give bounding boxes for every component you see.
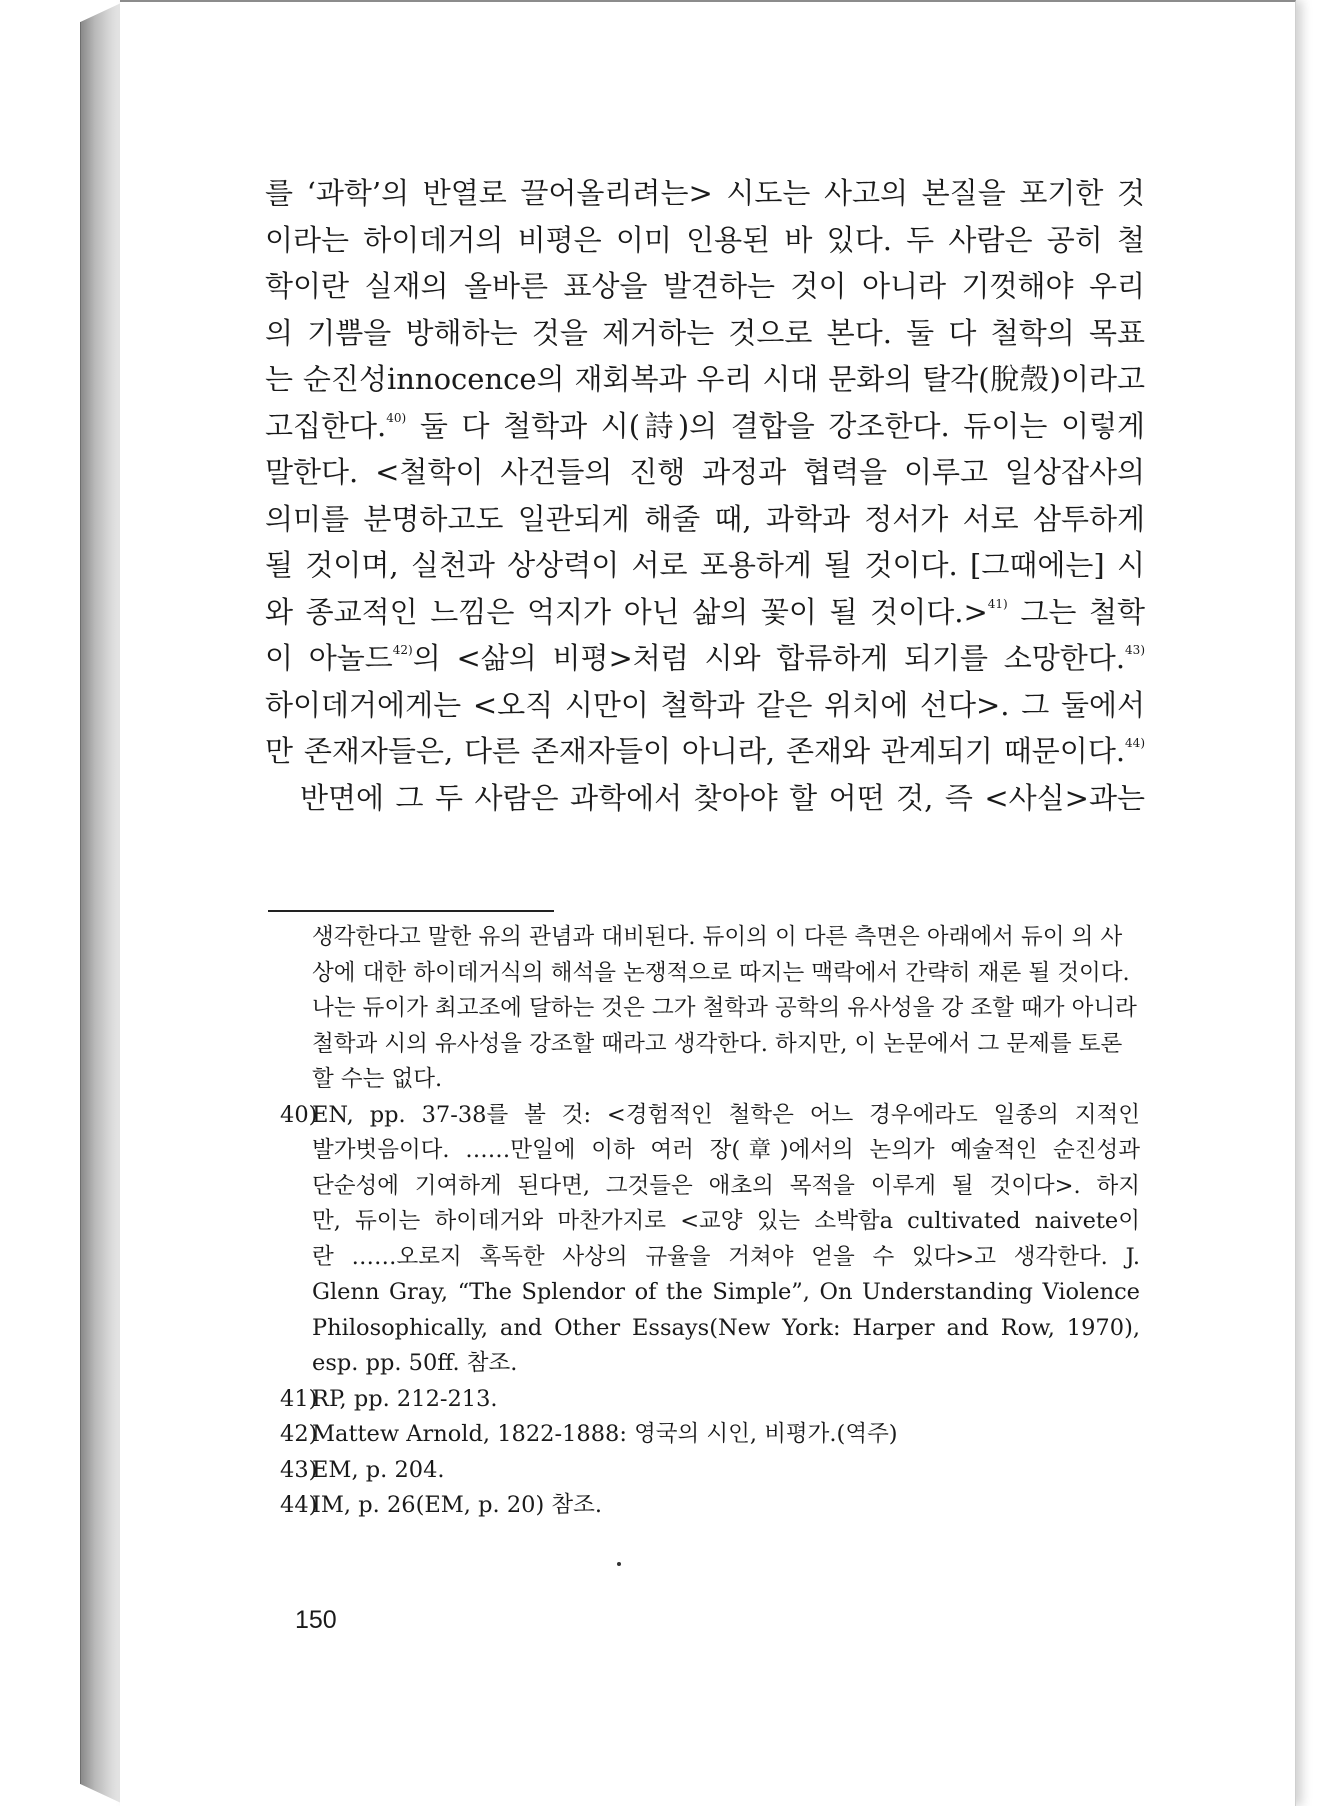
body-line: 될 것이며, 실천과 상상력이 서로 포용하게 될 것이다. [그때에는] 시 <box>265 548 1145 582</box>
footnote-line: 발가벗음이다. ……만일에 이하 여러 장(章)에서의 논의가 예술적인 순진성과 <box>312 1137 1140 1163</box>
footnote-line: 조할 때가 아니라 철학과 시의 유사성을 강조할 때라고 생각한다. 하지만, 이 <box>312 995 1137 1057</box>
footnote-ref[interactable]: 42) <box>392 643 413 657</box>
body-line: 말한다. <철학이 사건들의 진행 과정과 협력을 이루고 일상잡사의 <box>265 455 1145 489</box>
body-line: 는 순진성innocence의 재회복과 우리 시대 문화의 탈각(脫殼)이라고 <box>265 362 1145 396</box>
footnote-42 <box>280 1417 1140 1453</box>
footnote-44 <box>280 1488 1140 1524</box>
footnote-line: 될 것이다. 나는 듀이가 최고조에 달하는 것은 그가 철학과 공학의 유사성을 강 <box>312 959 1130 1021</box>
footnote-line: esp. pp. 50ff. 참조. <box>312 1350 518 1376</box>
body-line <box>265 403 1145 450</box>
body-line-paragraph-start: 반면에 그 두 사람은 과학에서 찾아야 할 어떤 것, 즉 <사실>과는 <box>300 780 1145 815</box>
footnote-40 <box>280 1098 1140 1382</box>
footnote-line: 단순성에 기여하게 된다면, 그것들은 애초의 목적을 이루게 될 것이다>. 하지 <box>312 1172 1140 1199</box>
footnote-ref[interactable]: 40) <box>386 410 407 425</box>
footnote-number: 41) <box>280 1385 318 1412</box>
body-line: 의미를 분명하고도 일관되게 해줄 때, 과학과 정서가 서로 삼투하게 <box>265 501 1145 536</box>
footnote-41 <box>280 1382 1140 1418</box>
footnote-number: 43) <box>280 1456 318 1483</box>
footnote-line: Mattew Arnold, 1822-1888: 영국의 시인, 비평가.(역주) <box>312 1421 898 1447</box>
footnote-line: Philosophically, and Other Essays(New York: Harper and Row, 1970), <box>312 1314 1140 1341</box>
footnote-line: IM, p. 26(EM, p. 20) 참조. <box>312 1492 603 1518</box>
body-line: 를 ‘과학’의 반열로 끌어올리려는> 시도는 사고의 본질을 포기한 것 <box>265 176 1145 210</box>
print-speck <box>617 1562 621 1566</box>
footnotes <box>280 920 1140 1524</box>
body-text-segment: 의 <삶의 비평>처럼 시와 합류하게 되기를 소망한다. <box>412 641 1126 675</box>
footnote-line: 란 ……오로지 혹독한 사상의 규율을 거쳐야 얻을 수 있다>고 생각한다. J. <box>312 1243 1140 1270</box>
body-text-segment: 고집한다. <box>265 408 387 443</box>
footnote-number: 44) <box>280 1492 318 1518</box>
body-line: 하이데거에게는 <오직 시만이 철학과 같은 위치에 선다>. 그 둘에서 <box>265 687 1145 722</box>
footnote-43 <box>280 1453 1140 1489</box>
footnote-ref[interactable]: 41) <box>987 596 1008 611</box>
footnote-divider <box>268 910 554 912</box>
footnote-line: 논문에서 그 문제를 토론할 수는 없다. <box>312 1030 1123 1092</box>
footnote-line: 의 사상에 대한 하이데거식의 해석을 논쟁적으로 따지는 맥락에서 간략히 재론 <box>312 924 1123 986</box>
spine-bottom-corner <box>80 1776 120 1806</box>
footnote-number: 42) <box>280 1421 318 1447</box>
body-line: 학이란 실재의 올바른 표상을 발견하는 것이 아니라 기껏해야 우리 <box>265 269 1145 303</box>
body-line <box>265 728 1145 775</box>
body-text-segment: 와 종교적인 느낌은 억지가 아닌 삶의 꽃이 될 것이다.> <box>265 594 988 629</box>
footnote-number: 40) <box>280 1101 318 1128</box>
footnote-continuation <box>280 920 1140 1098</box>
body-text <box>265 170 1145 821</box>
body-line: 의 기쁨을 방해하는 것을 제거하는 것으로 본다. 둘 다 철학의 목표 <box>265 315 1145 350</box>
page-number: 150 <box>295 1606 337 1634</box>
body-text-segment: 둘 다 철학과 시(詩)의 결합을 강조한다. 듀이는 이렇게 <box>406 408 1145 443</box>
footnote-ref[interactable]: 43) <box>1125 643 1145 657</box>
body-text-segment: 이 아놀드 <box>265 641 393 675</box>
book-spine <box>80 0 121 1806</box>
footnote-line: 만, 듀이는 하이데거와 마찬가지로 <교양 있는 소박함a cultivated naivete이 <box>312 1208 1140 1234</box>
body-line <box>265 589 1145 636</box>
footnote-line: 생각한다고 말한 유의 관념과 대비된다. 듀이의 이 다른 측면은 아래에서 듀이 <box>312 924 1065 950</box>
body-line <box>265 635 1145 682</box>
body-text-segment: 그는 철학 <box>1007 594 1145 629</box>
body-line: 이라는 하이데거의 비평은 이미 인용된 바 있다. 두 사람은 공히 철 <box>265 222 1145 257</box>
footnote-ref[interactable]: 44) <box>1125 736 1145 750</box>
footnote-line: Glenn Gray, “The Splendor of the Simple”, On Understanding Violence <box>312 1279 1140 1305</box>
spine-top-corner <box>80 0 120 30</box>
footnote-line: RP, pp. 212-213. <box>312 1385 498 1412</box>
body-text-segment: 만 존재자들은, 다른 존재자들이 아니라, 존재와 관계되기 때문이다. <box>265 734 1126 768</box>
footnote-line: EM, p. 204. <box>312 1456 445 1483</box>
footnote-line: EN, pp. 37-38를 볼 것: <경험적인 철학은 어느 경우에라도 일종의 지적인 <box>312 1101 1140 1128</box>
